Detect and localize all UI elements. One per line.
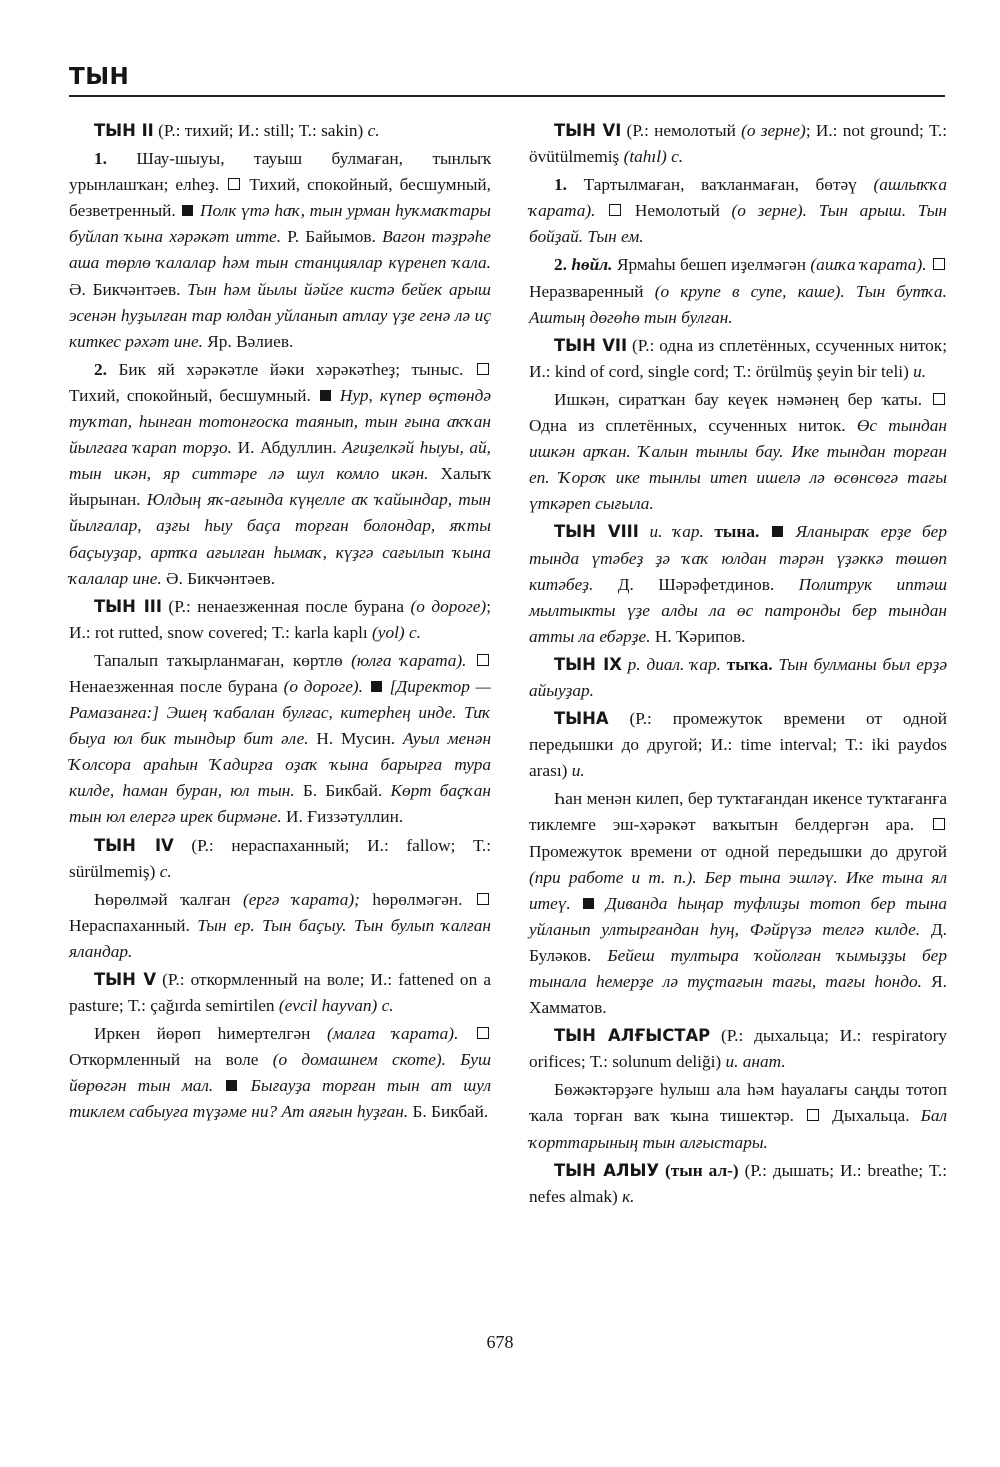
headword: ТЫН II xyxy=(94,121,154,140)
etymology: (Р.: дышать; И.: breathe; Т.: nefes almak) xyxy=(529,1160,947,1206)
example: Тын ер. Тын баҫыу. Тын булып ҡалған яландар. xyxy=(69,915,491,961)
etymology-note: (о дороге) xyxy=(410,596,487,616)
headword: ТЫН III xyxy=(94,596,162,616)
header-rule xyxy=(69,95,945,97)
author: Я. Хамматов. xyxy=(529,972,947,1018)
pos-label: с. xyxy=(404,622,421,642)
left-column xyxy=(69,118,491,1128)
definition: Иркен йөрөп һимертелгән xyxy=(94,1024,327,1044)
example: Өс тындан ишкән арҡан. Ҡалын тынлы бау. Ике тындан торған еп. Ҡороҡ ике тынлы итеп ишелә лә өсөнсөгә тағы үткәреп сығыла. xyxy=(529,416,947,514)
author: Яр. Вәлиев. xyxy=(202,331,294,351)
sense xyxy=(529,387,947,517)
right-column xyxy=(529,118,947,1212)
author: И. Ғиззәтуллин. xyxy=(281,807,404,827)
example: Көрт баҫҡан тын юл елергә ирек бирмәне. xyxy=(69,781,491,827)
hollow-square-icon xyxy=(228,178,240,190)
etymology: (Р.: дыхальца; И.: respiratory orifices; Т.: solunum deliği) xyxy=(529,1026,947,1072)
author: Ә. Бикчәнтәев. xyxy=(69,279,188,299)
russian-equivalent: Тихий, спокойный, бесшумный. xyxy=(69,385,318,405)
definition: Бөжәктәрҙәге һулыш ала һәм һауалағы саңды тотоп ҡала торған ваҡ ҡына тишектәр. xyxy=(529,1080,947,1126)
filled-square-icon xyxy=(182,205,193,216)
example: Нур, күпер өҫтөндә туҡтап, һынған тотонғоска таянып, тын ғына аҡҡан йылғаға ҡарап торҙо. xyxy=(69,385,491,458)
russian-equivalent: Нераспаханный. xyxy=(69,915,198,935)
entry-tyn-4 xyxy=(69,833,491,885)
etymology-note: (tahıl) xyxy=(623,147,667,167)
pos-label: и. анат. xyxy=(725,1052,786,1072)
example: Буш йөрөгән тын мал. xyxy=(69,1050,491,1096)
author: Н. Мусин. xyxy=(308,729,403,749)
definition: Бик яй хәрәкәтле йәки хәрәкәтһеҙ; тыныс. xyxy=(106,359,475,379)
entry-tyn-algystar xyxy=(529,1023,947,1075)
headword: ТЫНА xyxy=(554,709,609,729)
russian-note: (о дороге). xyxy=(283,676,363,696)
sense-number: 2. xyxy=(554,255,567,275)
russian-note: (о домашнем скоте). xyxy=(272,1050,446,1070)
definition: Һөрөлмәй ҡалған xyxy=(94,889,243,909)
russian-equivalent: Промежуток времени от одной передышки до другой xyxy=(529,841,947,861)
etymology: (Р.: тихий; И.: still; Т.: sakin) xyxy=(153,121,368,140)
russian-equivalent: Дыхальца. xyxy=(821,1106,921,1126)
definition-note: (ергә ҡарата); xyxy=(243,889,360,909)
example: Тын булманы был ерҙә айыуҙар. xyxy=(529,654,947,700)
entry-tyn-9 xyxy=(529,652,947,704)
etymology-note: (о зерне) xyxy=(741,121,806,140)
usage-label: и. ҡар. xyxy=(638,522,704,542)
pos-label: и. xyxy=(571,761,585,781)
entry-tyn-2 xyxy=(69,118,491,144)
entry-tyn-3 xyxy=(69,594,491,646)
definition: Һан менән килеп, бер туҡтағандан икенсе туҡтағанға тиклемге эш-хәрәкәт ваҡытын белдергән ара. xyxy=(529,789,947,835)
example: Тын һәм йылы йәйге кистә бейек арыш эсенән һуҙылған тар юлдан уйланып атлау үҙе генә лә иҫ киткес рәхәт ине. xyxy=(69,279,491,351)
example: Полк үтә һаҡ, тын урман һуҡмаҡтары буйлап ҡына хәрәкәт итте. xyxy=(69,201,491,247)
example: Политрук иптәш мылтыкты үҙе алды ла өс патронды бер тындан атты ла ебәрҙе. xyxy=(529,574,947,646)
author: Д. Буләков. xyxy=(529,919,948,965)
pos-label: с. xyxy=(367,121,380,140)
russian-equivalent: Неразваренный xyxy=(529,281,655,301)
example: Бығауҙа торған тын ат шул тиклем сабыуға түҙәме ни? Ат аяғын һуҙған. xyxy=(69,1076,491,1122)
sense-1 xyxy=(69,146,491,355)
example: Бер тына эшләү. Ике тына ял итеү. xyxy=(529,867,947,913)
hollow-square-icon xyxy=(933,818,945,830)
filled-square-icon xyxy=(226,1080,237,1091)
etymology: ; И.: not ground; Т.: övütülmemiş xyxy=(529,121,947,167)
definition: Тартылмаған, ваҡланмаған, бөтәү xyxy=(566,175,874,195)
example: [Директор — Рамазанға:] Эшең ҡабалан булғас, китерһең инде. Тиҡ быуа юл бик тындыр бит әле. xyxy=(69,676,492,749)
hollow-square-icon xyxy=(477,1027,489,1039)
sense xyxy=(529,786,947,1021)
sense xyxy=(69,648,491,831)
russian-equivalent: Откормленный на воле xyxy=(69,1050,273,1070)
entry-tyn-6 xyxy=(529,118,947,170)
headword: ТЫН IX xyxy=(554,654,622,674)
author: Б. Бикбай. xyxy=(408,1102,489,1122)
headword: ТЫН VIII xyxy=(554,522,639,542)
example: Вагон тәҙрәһе аша төрлө ҡалалар һәм тын станциялар күренеп ҡала. xyxy=(69,227,491,273)
example: Ағиҙелкәй һыуы, ай, тын икән, яр ситтәре лә шул комло икән. xyxy=(69,438,491,484)
example: Тын бутҡа. Аштың дөгөһө тын булған. xyxy=(529,281,948,327)
definition: Ярмаһы бешеп иҙелмәгән xyxy=(612,255,811,275)
author: Ә. Бикчәнтәев. xyxy=(161,568,276,588)
hollow-square-icon xyxy=(477,654,489,666)
pos-label: с. xyxy=(666,147,684,167)
sense-number: 1. xyxy=(94,149,107,169)
entry-tyn-8 xyxy=(529,519,947,649)
author: Д. Шәрәфетдинов. xyxy=(593,574,799,594)
etymology-note: (evcil hayvan) xyxy=(278,996,378,1016)
sense xyxy=(69,887,491,965)
russian-equivalent: Немолотый xyxy=(623,201,732,221)
author: Н. Ҡәрипов. xyxy=(650,626,746,646)
entry-tyna xyxy=(529,706,947,784)
hollow-square-icon xyxy=(477,893,489,905)
usage-label: һөйл. xyxy=(566,255,613,275)
headword: ТЫН VII xyxy=(554,335,628,355)
etymology: (Р.: немолотый xyxy=(621,121,742,140)
sense-2 xyxy=(529,252,947,330)
sense-number: 2. xyxy=(94,359,107,379)
pos-label: с. xyxy=(159,861,172,881)
definition: һөрөлмәгән. xyxy=(359,889,475,909)
definition-note: (малға ҡарата). xyxy=(327,1024,459,1044)
headword: ТЫН АЛҒЫСТАР xyxy=(554,1026,711,1046)
russian-equivalent: Ненаезженная после бурана xyxy=(69,676,284,696)
sense-2 xyxy=(69,357,491,592)
example: Яланыраҡ ерҙе бер тында үтәбеҙ ҙә ҡаҡ юлдан тәрән үҙәккә төшөп китәбеҙ. xyxy=(529,522,947,594)
pos-label: к. xyxy=(622,1186,635,1206)
author: Халыҡ йырынан. xyxy=(69,464,491,510)
hollow-square-icon xyxy=(933,258,945,270)
etymology: (Р.: ненаезженная после бурана xyxy=(162,596,411,616)
cross-reference: тына. xyxy=(703,522,760,542)
author: И. Абдуллин. xyxy=(231,438,343,458)
etymology: (Р.: нераспаханный; И.: fallow; Т.: sürülmemiş) xyxy=(69,835,492,881)
etymology: (Р.: промежуток времени от одной передышки до другой; И.: time interval; Т.: iki paydos arası) xyxy=(529,709,947,781)
sense xyxy=(69,1021,491,1125)
hollow-square-icon xyxy=(933,393,945,405)
definition-note: (ашлыҡҡа ҡарата). xyxy=(529,175,947,221)
filled-square-icon xyxy=(583,898,594,909)
usage-label: р. диал. ҡар. xyxy=(621,654,721,674)
definition: Тапалып таҡырланмаған, көртлө xyxy=(94,650,352,670)
page-number: 678 xyxy=(486,1332,514,1352)
headword: ТЫН IV xyxy=(94,835,174,855)
definition: Ишкән, сиратҡан бау кеүек нәмәнең бер ҡаты. xyxy=(554,389,931,409)
etymology: (Р.: одна из сплетённых, ссученных ниток; И.: kind of cord, single cord; Т.: örülmüş şeyin bir teli) xyxy=(529,335,947,381)
filled-square-icon xyxy=(320,390,331,401)
author: Б. Бикбай. xyxy=(294,781,391,801)
russian-note: (при работе и т. п.). xyxy=(529,867,697,887)
example: Диванда һыңар туфлиҙы тотоп бер тына уйланып ултырғандан һуң, Фәйрүзә телгә килде. xyxy=(529,893,947,939)
example: Юлдың яҡ-ағында күңелле аҡ ҡайындар, тын йылғалар, аҙғы һыу баҫа торған болондар, яҡты баҫыуҙар, артҡа ағылған һымаҡ, күҙгә сағылып ҡына ҡалалар ине. xyxy=(69,490,492,588)
example: Бейеш тултыра ҡойолған ҡымыҙҙы бер тынала һемерҙе лә туҫтағын тағы, тағы һондо. xyxy=(529,945,947,991)
russian-note: (о крупе в супе, каше). xyxy=(654,281,845,301)
etymology: (Р.: откормленный на воле; И.: fattened on a pasture; Т.: çağırda semirtilen xyxy=(69,970,491,1016)
russian-note: (о зерне). xyxy=(731,201,808,221)
example: Ауыл менән Ҡолсора араһын Ҡадирға оҙаҡ ҡына барырға тура килде, һаман буран, юл тын. xyxy=(69,729,492,801)
etymology-note: (yol) xyxy=(372,622,405,642)
sense xyxy=(529,1077,947,1155)
headword: ТЫН V xyxy=(94,970,157,989)
hollow-square-icon xyxy=(477,363,489,375)
filled-square-icon xyxy=(371,681,382,692)
example: Бал ҡорттарының тын алғыстары. xyxy=(529,1106,947,1152)
definition-note: (юлға ҡарата). xyxy=(351,650,467,670)
hollow-square-icon xyxy=(609,204,621,216)
cross-reference: тыҡа. xyxy=(720,654,773,674)
running-head: ТЫН xyxy=(69,64,130,90)
etymology: ; И.: rot rutted, snow covered; Т.: karla kaplı xyxy=(69,596,491,642)
filled-square-icon xyxy=(772,526,783,537)
definition-note: (ашҡа ҡарата). xyxy=(810,255,927,275)
sense-1 xyxy=(529,172,947,250)
example: Тын арыш. Тын бойҙай. Тын ем. xyxy=(529,201,948,247)
definition: Шау-шыуы, тауыш булмаған, тынлыҡ урынлашҡан; елһеҙ. xyxy=(69,149,491,195)
author: Р. Байымов. xyxy=(281,227,383,247)
headword: ТЫН АЛЫУ xyxy=(554,1160,660,1180)
russian-equivalent: Тихий, спокойный, бесшумный, безветренный. xyxy=(69,175,491,221)
sense-number: 1. xyxy=(554,175,567,195)
russian-equivalent: Одна из сплетённых, ссученных ниток. xyxy=(529,416,857,436)
pos-label: и. xyxy=(913,361,927,381)
entry-tyn-5 xyxy=(69,967,491,1019)
pos-label: с. xyxy=(377,996,394,1016)
entry-tyn-7 xyxy=(529,333,947,385)
subheadword: (тын ал-) xyxy=(659,1160,739,1180)
hollow-square-icon xyxy=(807,1109,819,1121)
headword: ТЫН VI xyxy=(554,121,622,140)
entry-tyn-alyu xyxy=(529,1158,947,1210)
